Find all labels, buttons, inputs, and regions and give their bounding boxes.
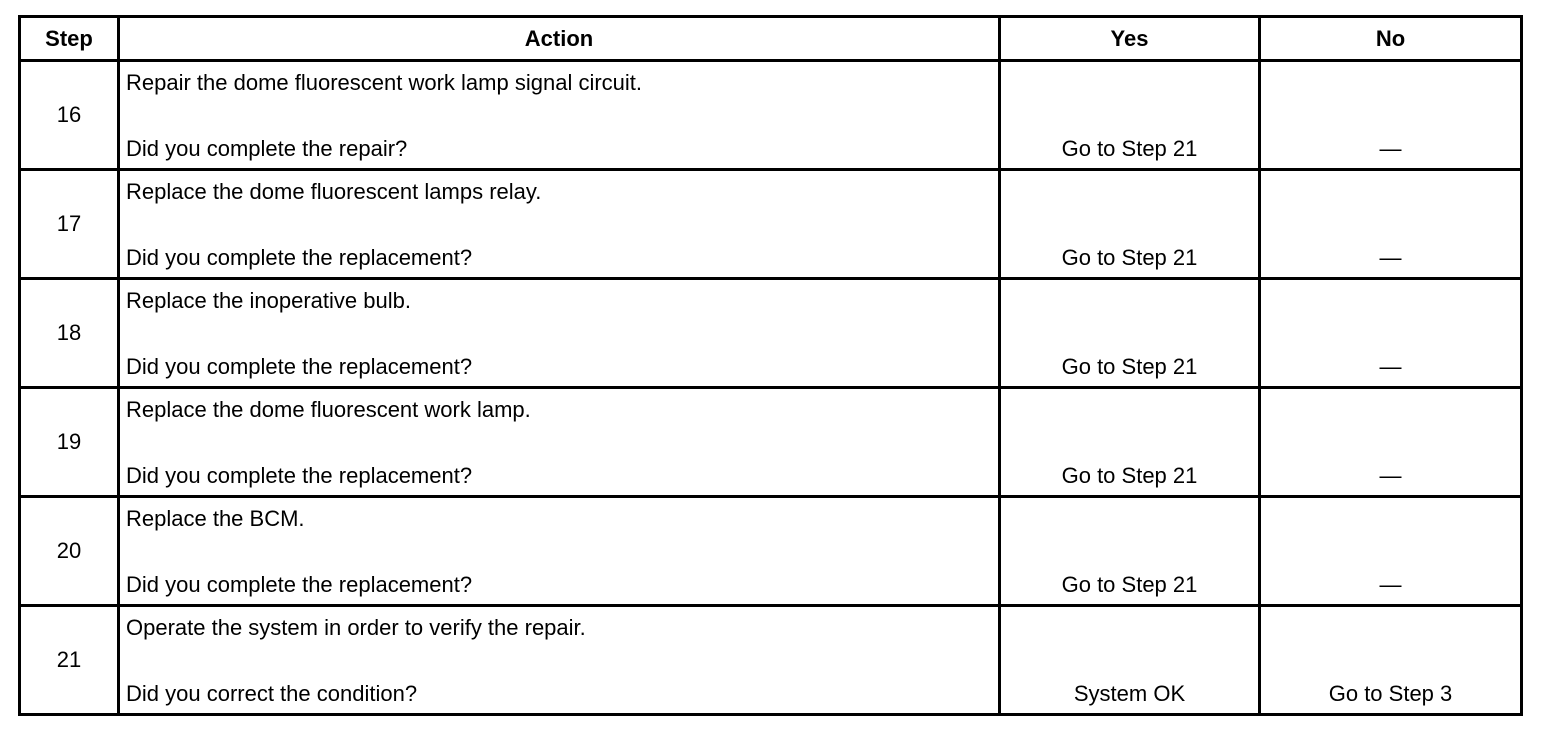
table-row [20, 170, 1522, 279]
no-result: — [1379, 245, 1402, 270]
table-row [20, 606, 1522, 715]
action-instruction: Replace the BCM. [126, 506, 305, 531]
action-cell [119, 606, 1000, 715]
table-row [20, 279, 1522, 388]
no-result: — [1379, 572, 1402, 597]
table-row [20, 61, 1522, 170]
step-number: 19 [20, 388, 119, 497]
action-question: Did you complete the repair? [126, 136, 408, 161]
step-number: 18 [20, 279, 119, 388]
header-action: Action [119, 17, 1000, 61]
step-number: 20 [20, 497, 119, 606]
no-cell [1260, 606, 1522, 715]
no-result: — [1379, 136, 1402, 161]
no-result: — [1379, 354, 1402, 379]
action-cell [119, 170, 1000, 279]
action-cell [119, 279, 1000, 388]
no-cell [1260, 279, 1522, 388]
no-result: — [1379, 463, 1402, 488]
action-instruction: Repair the dome fluorescent work lamp signal circuit. [126, 70, 643, 95]
header-no: No [1260, 17, 1522, 61]
yes-cell [1000, 170, 1260, 279]
table-row [20, 497, 1522, 606]
action-cell [119, 497, 1000, 606]
action-cell [119, 388, 1000, 497]
action-instruction: Operate the system in order to verify the repair. [126, 615, 586, 640]
header-step: Step [20, 17, 119, 61]
no-result: Go to Step 3 [1328, 681, 1453, 706]
action-cell [119, 61, 1000, 170]
step-number: 21 [20, 606, 119, 715]
step-number: 17 [20, 170, 119, 279]
table-body [20, 61, 1522, 715]
yes-cell [1000, 279, 1260, 388]
yes-cell [1000, 388, 1260, 497]
yes-result: Go to Step 21 [1061, 354, 1198, 379]
yes-result: Go to Step 21 [1061, 572, 1198, 597]
no-cell [1260, 497, 1522, 606]
action-instruction: Replace the dome fluorescent work lamp. [126, 397, 531, 422]
no-cell [1260, 170, 1522, 279]
step-number: 16 [20, 61, 119, 170]
action-question: Did you correct the condition? [126, 681, 418, 706]
action-instruction: Replace the dome fluorescent lamps relay. [126, 179, 542, 204]
yes-result: Go to Step 21 [1061, 245, 1198, 270]
header-yes: Yes [1000, 17, 1260, 61]
action-question: Did you complete the replacement? [126, 463, 473, 488]
no-cell [1260, 388, 1522, 497]
yes-result: System OK [1073, 681, 1186, 706]
action-question: Did you complete the replacement? [126, 245, 473, 270]
no-cell [1260, 61, 1522, 170]
table-row [20, 388, 1522, 497]
yes-result: Go to Step 21 [1061, 136, 1198, 161]
action-instruction: Replace the inoperative bulb. [126, 288, 411, 313]
yes-cell [1000, 497, 1260, 606]
header-row [20, 17, 1522, 61]
yes-cell [1000, 61, 1260, 170]
yes-cell [1000, 606, 1260, 715]
diagnostic-table [18, 15, 1523, 716]
action-question: Did you complete the replacement? [126, 354, 473, 379]
action-question: Did you complete the replacement? [126, 572, 473, 597]
yes-result: Go to Step 21 [1061, 463, 1198, 488]
table-header [20, 17, 1522, 61]
